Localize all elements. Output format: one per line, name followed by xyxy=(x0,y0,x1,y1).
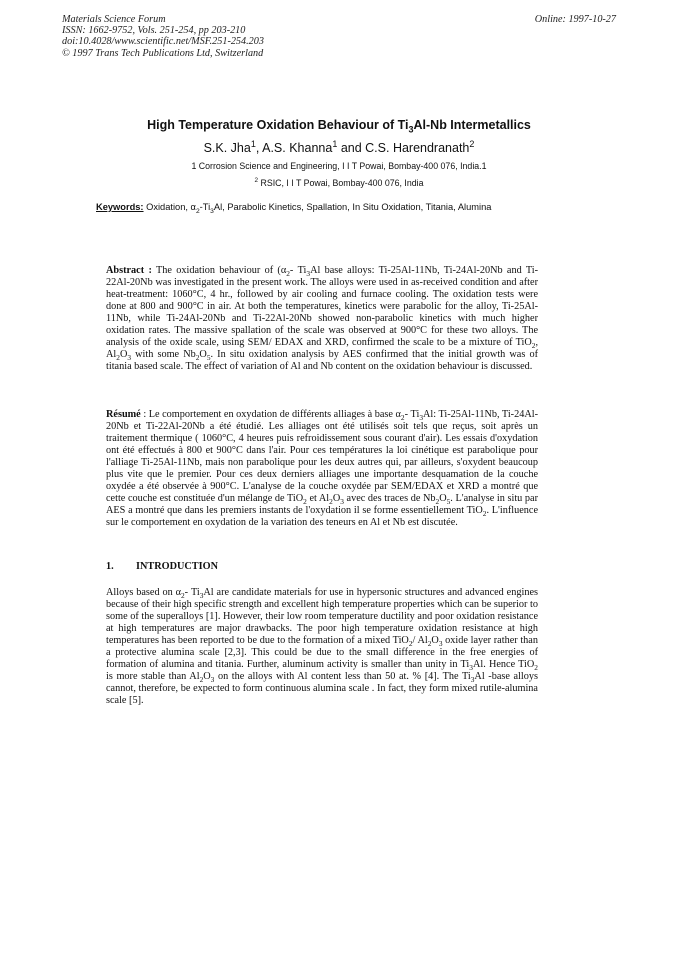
affiliation-2: $^2$ RSIC, I I T Powai, Bombay-400 076, India xyxy=(254,177,424,188)
paper-title: High Temperature Oxidation Behaviour of $Ti_3Al-Nb$ Intermetallics xyxy=(147,118,531,135)
abstract-label: Abstract : xyxy=(106,265,152,276)
keywords-label: Keywords: xyxy=(96,202,144,212)
resume-paragraph: Résumé : Le comportement en oxydation de différents alliages à base $\alpha_2-$ $Ti_3Al$: Ti-25Al-11Nb, Ti-24Al-20Nb et Ti-22Al-20Nb a été étudié. Les alliages ont été utilisés soit tels que reçus, soit après un traitement thermique ( 1060°C, 4 heures puis refroidissement sous courant d'air). Les essais d'oxydation ont été effectués à 800 et 900°C dans l'air. Pour ces températures la loi cinétique est parabolique pour l'alliage Ti-25Al-11Nb, mais non parabolique pour les deux autres qui, par ailleurs, s'oxydent beaucoup plus vite que le premier. Pour ces deux derniers alliages une importante desquamation de la couche oxydée a été observée à 900°C. L'analyse de la couche oxydée par SEM/EDAX et XRD a montré que cette couche est constituée d'un mélange de TiO$_2$ et $Al_2O_3$ avec des traces de $Nb_2O_5$. L'analyse in situ par AES a montré que dans les premiers instants de l'oxydation il se forme essentiellement TiO$_2$. L'influence sur le comportement en oxydation de la variation des teneurs en Al et Nb est discutée. xyxy=(106,409,539,528)
affiliation-1: 1 Corrosion Science and Engineering, I I T Powai, Bombay-400 076, India.1 xyxy=(191,161,487,171)
resume-label: Résumé xyxy=(106,409,141,420)
journal-copyright: © 1997 Trans Tech Publications Ltd, Switzerland xyxy=(62,47,264,59)
introduction-paragraph: Alloys based on $\alpha_2-$ $Ti_3Al$ are candidate materials for use in hypersonic structures and advanced engines because of their high specific strength and excellent high temperature properties which can be superior to some of the superalloys [1]. However, their low room temperature ductility and poor oxidation resistance at high temperatures are major drawbacks. The poor high temperature oxidation resistance at high temperatures has been reported to be due to the formation of a mixed TiO$_2$/ $Al_2O_3$ oxide layer rather than a protective alumina scale [2,3]. This could be due to the small difference in the free energies of formation of alumina and titania. Further, aluminum activity is smaller than unity in $Ti_3Al$. Hence TiO$_2$ is more stable than $Al_2O_3$ on the alloys with Al content less than 50 at. % [4]. The $Ti_3Al$ -base alloys cannot, therefore, be expected to form continuous alumina scale . In fact, they form mixed rutile-alumina scale [5]. xyxy=(106,587,538,706)
author-name: S.K. Jha xyxy=(203,141,251,155)
journal-doi[interactable]: doi:10.4028/www.scientific.net/MSF.251-254.203 xyxy=(62,36,264,48)
abstract-paragraph: Abstract : The oxidation behaviour of ($\alpha_2-$ $Ti_3Al$ base alloys: Ti-25Al-11Nb, Ti-24Al-20Nb and Ti-22Al-20Nb was investigated in the present work. The alloys were used in as-received condition and after heat-treatment: 1060°C, 4 hr., followed by air cooling and furnace cooling. The oxidation tests were done at 800 and 900°C in air. At both the temperatures, kinetics were parabolic for the alloy, Ti-25Al-11Nb, while Ti-24Al-20Nb and Ti-22Al-20Nb showed non-parabolic kinetics with much higher oxidation rates. The massive spallation of the scale was observed at 900°C for these two alloys. The analysis of the oxide scale, using SEM/ EDAX and XRD, confirmed the scale to be a mixture of TiO$_2$, $Al_2O_3$ with some $Nb_2O_5$. In situ oxidation analysis by AES confirmed that the initial growth was of titania based scale. The effect of variation of Al and Nb content on the oxidation behaviour is discussed. xyxy=(106,265,539,372)
online-date: Online: 1997-10-27 xyxy=(534,14,616,25)
keywords: Keywords: Oxidation, $\alpha_2-Ti_3Al$, Parabolic Kinetics, Spallation, In Situ Oxidation, Titania, Alumina xyxy=(96,202,492,215)
section-heading-introduction: 1. INTRODUCTION xyxy=(106,561,219,572)
journal-issn: ISSN: 1662-9752, Vols. 251-254, pp 203-210 xyxy=(62,25,246,37)
journal-name: Materials Science Forum xyxy=(62,14,166,25)
author-name: A.S. Khanna xyxy=(262,141,333,155)
author-list: S.K. Jha$^1$, A.S. Khanna$^1$ and C.S. Harendranath$^2$ xyxy=(203,138,475,155)
journal-header xyxy=(62,14,264,59)
author-name: C.S. Harendranath xyxy=(365,141,470,155)
